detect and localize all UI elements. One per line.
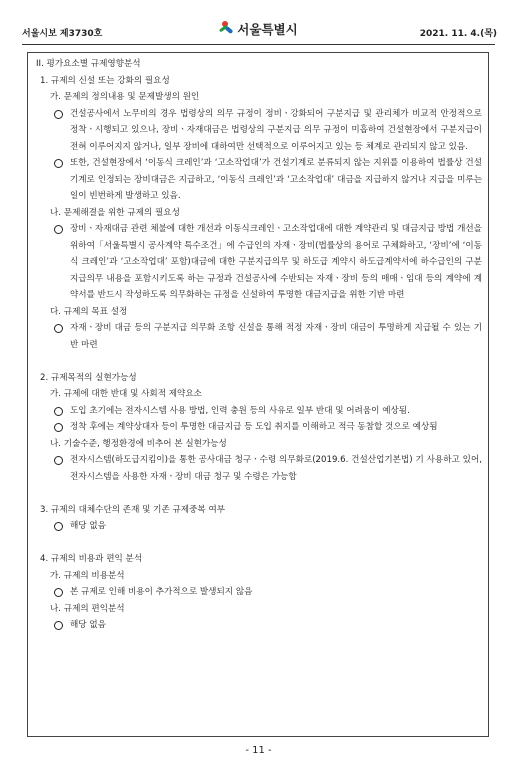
section-2-na-title: 나. 기술수준, 행정환경에 비추어 본 실현가능성 [50, 438, 227, 449]
bullet-text: 본 규제로 인해 비용이 추가적으로 발생되지 않음 [70, 587, 253, 597]
section-4-title: 4. 규제의 비용과 편익 분석 [40, 554, 143, 564]
bullet-text: 전자시스템(하도급지킴이)을 통한 공사대금 청구ㆍ수령 의무화로(2019.6. 건설산업기본법) 기 사용하고 있어, 전자시스템을 사용한 자재ㆍ장비 대금 청구 및 수령은 가능함 [70, 455, 482, 482]
circle-bullet-icon [54, 423, 63, 432]
circle-bullet-icon [54, 588, 63, 597]
circle-bullet-icon [54, 407, 63, 416]
bullet-text: 도입 초기에는 전자시스템 사용 방법, 인력 충원 등의 사유로 일부 반대 및 어려움이 예상됨. [70, 405, 410, 416]
bullet-item [32, 452, 482, 485]
bullet-item [32, 617, 482, 634]
header-divider [22, 44, 495, 45]
bullet-text: 건설공사에서 노무비의 경우 법령상의 의무 규정이 정비ㆍ강화되어 구분지급 및 관리체가 비교적 안정적으로 정착ㆍ시행되고 있으나, 장비ㆍ자재대금은 법령상의 구분지급 의무 규정이 미흡하여 건설현장에서 구분지급이 전혀 이루어지지 않거나, 일부 장비에 대하여만 선택적으로 이루어지고 있는 등 체계로 관리되지 않고 있음. [70, 108, 482, 152]
section-3-title: 3. 규제의 대체수단의 존재 및 기존 규제중복 여부 [40, 504, 226, 515]
seoul-logo-icon [219, 21, 235, 37]
circle-bullet-icon [54, 522, 63, 531]
bullet-item [32, 419, 482, 436]
bullet-item [32, 106, 482, 156]
section-4-na-title: 나. 규제의 편익분석 [50, 603, 125, 614]
page-number: - 11 - [245, 745, 272, 756]
section-2-title: 2. 규제목적의 실현가능성 [40, 372, 137, 383]
bullet-item [32, 320, 482, 353]
section-2-ga-title: 가. 규제에 대한 반대 및 사회적 제약요소 [50, 389, 202, 399]
bullet-text: 정착 후에는 계약상대자 등이 투명한 대금지급 등 도입 취지를 이해하고 적극 동참할 것으로 예상됨 [70, 422, 438, 432]
bullet-text: 또한, 건설현장에서 ‘이동식 크레인’과 ‘고소작업대’가 건설기계로 분류되지 않는 지위를 이용하여 법률상 건설기계로 인정되는 장비대금은 지급하고, ‘이동식 크레인’과 ‘고소작업대’ 대금을 지급하지 않거나 지급을 미루는 일이 빈번하게 발생하고 있음. [70, 158, 482, 201]
roman-section-title: II. 평가요소별 규제영향분석 [36, 59, 141, 69]
section-1-da-title: 다. 규제의 목표 설정 [50, 306, 128, 317]
section-1-title: 1. 규제의 신설 또는 강화의 필요성 [40, 75, 170, 86]
bullet-item [32, 155, 482, 205]
circle-bullet-icon [54, 225, 63, 234]
bullet-item [32, 403, 482, 420]
issue-number: 서울시보 제3730호 [22, 29, 103, 39]
section-1-na-title: 나. 문제해결을 위한 규제의 필요성 [50, 207, 180, 218]
bullet-item [32, 584, 482, 601]
circle-bullet-icon [54, 621, 63, 630]
section-1-ga-title: 가. 문제의 정의내용 및 문제발생의 원인 [50, 92, 200, 102]
circle-bullet-icon [54, 110, 63, 119]
section-4-ga-title: 가. 규제의 비용분석 [50, 570, 125, 581]
bullet-text: 자재ㆍ장비 대금 등의 구분지급 의무화 조항 신설을 통해 적정 자재ㆍ장비 대금이 투명하게 지급될 수 있는 기반 마련 [70, 323, 482, 350]
circle-bullet-icon [54, 456, 63, 465]
page-header [14, 18, 503, 42]
logo-text: 서울특별시 [237, 22, 298, 37]
circle-bullet-icon [54, 324, 63, 333]
circle-bullet-icon [54, 159, 63, 168]
bullet-text: 해당 없음 [70, 620, 106, 630]
bullet-item [32, 518, 482, 535]
bullet-text: 장비ㆍ자재대금 관련 체불에 대한 개선과 이동식크레인ㆍ고소작업대에 대한 계약관리 및 대금지급 방법 개선을 위하여「서울특별시 공사계약 특수조건」에 수급인의 자재ㆍ장비(법률상의 용어로 구체화하고, ‘장비’에 ‘이동식 크레인’과 ‘고소작업대’ 포함)대금에 대한 구분지급의무 및 하도급 계약시 하도급계약서에 하수급인의 구분지급의무 내용을 포함시키도록 하는 규정과 건설공사에 수반되는 자재ㆍ장비 등의 매매ㆍ임대 등의 계약에 계약서를 반드시 작성하도록 의무화하는 규정을 신설하여 투명한 대금지급을 위한 기반 마련 [70, 224, 482, 300]
document-body [32, 56, 482, 634]
bullet-item [32, 221, 482, 304]
bullet-text: 해당 없음 [70, 521, 106, 531]
publish-date: 2021. 11. 4.(목) [419, 29, 497, 39]
